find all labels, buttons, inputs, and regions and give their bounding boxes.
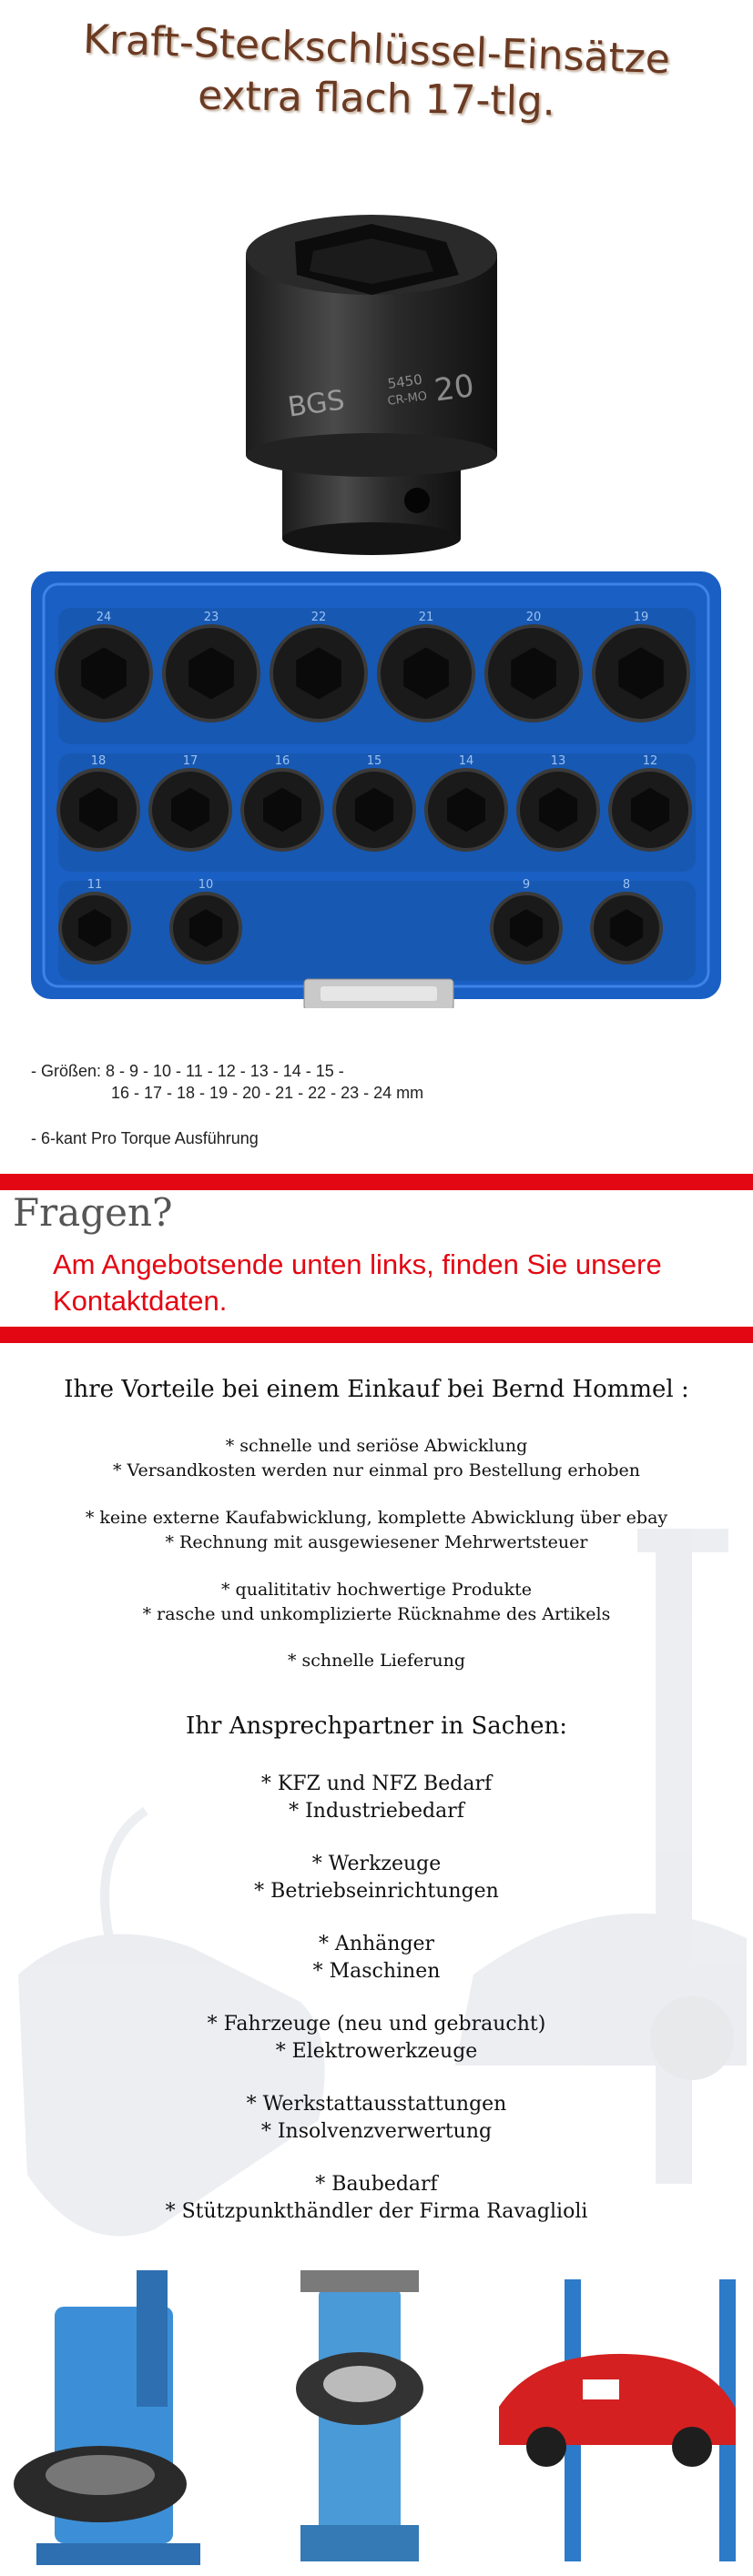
tire-changer-image-1 <box>14 2270 200 2565</box>
partner-line-6: * Maschinen <box>312 1960 441 1983</box>
socket-illustration <box>208 211 535 557</box>
socket-size-label: 23 <box>203 611 219 624</box>
sizes-line-2: 16 - 17 - 18 - 19 - 20 - 21 - 22 - 23 - 24 mm <box>111 1084 424 1102</box>
socket-size-label: 24 <box>96 611 112 624</box>
socket-size-label: 21 <box>418 611 434 624</box>
tire-changer-image-2 <box>296 2270 423 2561</box>
partner-line-9: * Werkstattausstattungen <box>246 2093 507 2116</box>
torque-line: - 6-kant Pro Torque Ausführung <box>31 1129 259 1147</box>
socket-size-label: 11 <box>86 878 103 892</box>
socket-size-label: 22 <box>310 611 327 624</box>
socket-marking-1: 5450 <box>386 370 423 393</box>
socket-size-label: 20 <box>525 611 542 624</box>
socket-brand: BGS <box>286 384 347 424</box>
socket-marking-2: CR-MO <box>386 389 429 409</box>
socket-size-label: 12 <box>642 754 658 768</box>
page-title <box>0 15 753 126</box>
sizes-line-1: - Größen: 8 - 9 - 10 - 11 - 12 - 13 - 14 - 15 - <box>31 1062 344 1080</box>
partner-line-8: * Elektrowerkzeuge <box>275 2040 478 2063</box>
partner-line-2: * Industriebedarf <box>289 1800 464 1823</box>
fragen-heading: Fragen? <box>13 1190 173 1235</box>
socket-case <box>31 571 721 1008</box>
socket-size: 20 <box>432 368 477 409</box>
socket-size-label: 9 <box>522 878 531 892</box>
vorteile-line-3: * keine externe Kaufabwicklung, komplette Abwicklung über ebay <box>85 1508 668 1528</box>
vorteile-line-4: * Rechnung mit ausgewiesener Mehrwertsteuer <box>165 1532 588 1552</box>
partner-line-3: * Werkzeuge <box>311 1853 442 1875</box>
socket-size-label: 16 <box>274 754 290 768</box>
partner-line-5: * Anhänger <box>318 1933 435 1955</box>
socket-size-label: 14 <box>458 754 474 768</box>
vorteile-line-2: * Versandkosten werden nur einmal pro Bestellung erhoben <box>112 1460 641 1480</box>
partner-line-11: * Baubedarf <box>315 2173 438 2196</box>
partner-line-12: * Stützpunkthändler der Firma Ravaglioli <box>165 2200 588 2223</box>
title-line-1: Kraft-Steckschlüssel-Einsätze <box>82 15 671 84</box>
partner-line-10: * Insolvenzverwertung <box>260 2120 493 2143</box>
socket-size-label: 15 <box>366 754 382 768</box>
vorteile-line-6: * rasche und unkomplizierte Rücknahme des Artikels <box>142 1604 611 1624</box>
car-lift-image <box>499 2279 736 2561</box>
partner-line-7: * Fahrzeuge (neu und gebraucht) <box>207 2013 546 2036</box>
workshop-photos <box>0 2252 753 2576</box>
socket-size-label: 13 <box>550 754 566 768</box>
specifications <box>31 1060 423 1149</box>
socket-size-label: 19 <box>633 611 649 624</box>
socket-size-label: 18 <box>90 754 107 768</box>
vorteile-heading: Ihre Vorteile bei einem Einkauf bei Bernd Hommel : <box>64 1376 689 1403</box>
title-line-2: extra flach 17-tlg. <box>197 72 556 126</box>
vorteile-line-5: * qualititativ hochwertige Produkte <box>221 1580 532 1600</box>
red-divider-top <box>0 1174 753 1190</box>
socket-size-label: 17 <box>182 754 198 768</box>
vorteile-line-7: * schnelle Lieferung <box>287 1651 466 1671</box>
kontakt-text: Am Angebotsende unten links, finden Sie unsere Kontaktdaten. <box>53 1248 662 1317</box>
socket-size-label: 8 <box>622 878 631 892</box>
vorteile-line-1: * schnelle und seriöse Abwicklung <box>225 1436 528 1456</box>
socket-size-label: 10 <box>198 878 214 892</box>
partner-heading: Ihr Ansprechpartner in Sachen: <box>185 1712 568 1740</box>
partner-line-4: * Betriebseinrichtungen <box>254 1880 499 1903</box>
partner-line-1: * KFZ und NFZ Bedarf <box>260 1773 493 1795</box>
